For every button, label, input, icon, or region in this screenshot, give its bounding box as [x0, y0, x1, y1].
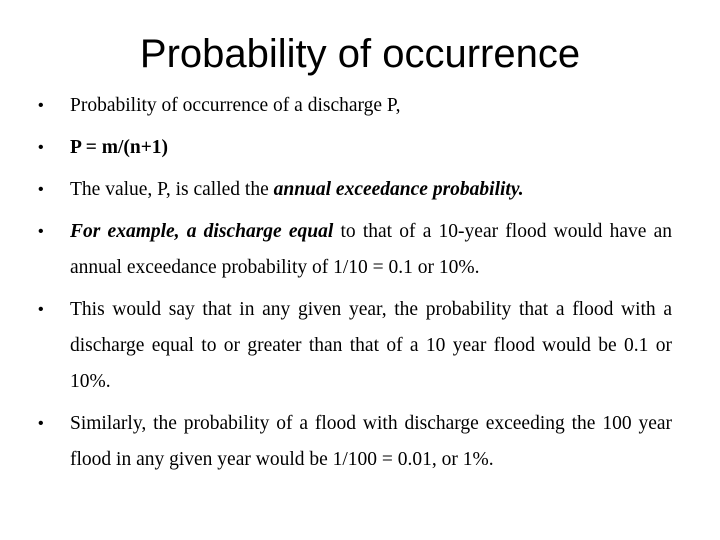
bullet-dot-icon: • [38, 139, 44, 156]
bullet-dot-icon: • [38, 223, 44, 240]
bullet-dot-icon: • [38, 97, 44, 114]
formula-text: P = m/(n+1) [70, 137, 169, 158]
bullet-dot-icon: • [38, 301, 44, 318]
bullet-text: Similarly, the probability of a flood with discharge exceeding the 100 year flood in any given year would be 1/100 = 0.01, or 1%. [70, 413, 672, 470]
slide-title: Probability of occurrence [139, 32, 581, 76]
bullet-text: Probability of occurrence of a discharge P, [70, 95, 401, 116]
bullet-item [38, 130, 672, 166]
bullet-text-suffix: to that of a 10-year flood would have an annual exceedance probability of 1/10 = 0.1 or 10%. [70, 221, 672, 278]
bullet-item [38, 214, 672, 286]
bullet-list [38, 88, 672, 478]
bullet-emphasis: annual exceedance probability. [273, 179, 524, 200]
bullet-text-prefix: The value, P, is called the [70, 179, 274, 200]
bullet-text: This would say that in any given year, the probability that a flood with a discharge equal to or greater than that of a 10 year flood would be 0.1 or 10%. [70, 299, 672, 392]
bullet-item [38, 172, 672, 208]
bullet-item [38, 406, 672, 478]
bullet-dot-icon: • [38, 415, 44, 432]
bullet-item [38, 292, 672, 400]
bullet-item [38, 88, 672, 124]
bullet-emphasis: For example, a discharge equal [70, 221, 334, 242]
bullet-dot-icon: • [38, 181, 44, 198]
